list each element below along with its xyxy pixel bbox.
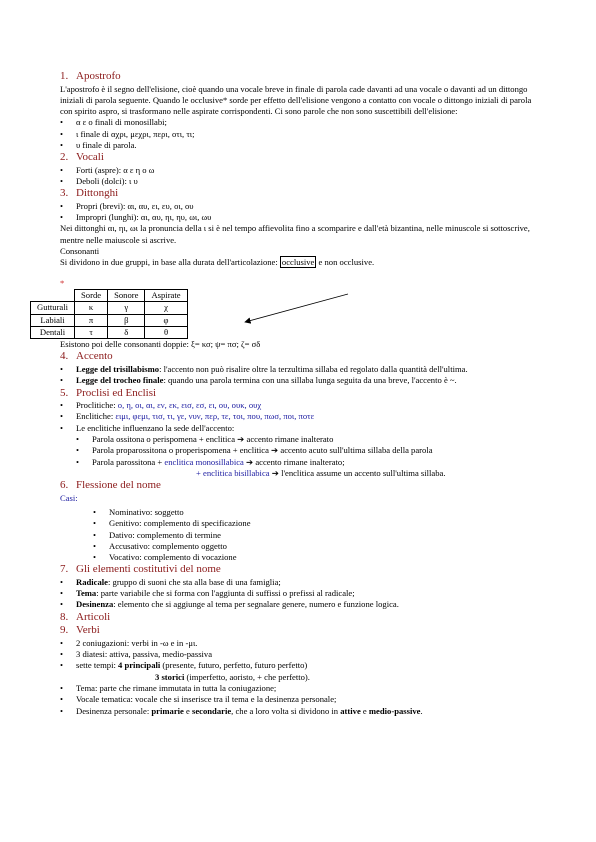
paragraph: + enclitica bisillabica ➔ l'enclitica assume un accento sull'ultima sillaba. xyxy=(196,467,446,478)
table-header: Sorde xyxy=(75,289,108,301)
section-heading-verbi: 9. Verbi xyxy=(60,624,100,637)
table-header-row xyxy=(31,289,188,301)
table-row xyxy=(31,326,188,338)
subheading-consonanti: Consonanti xyxy=(60,246,100,257)
section-heading-apostrofo: 1. Apostrofo xyxy=(60,70,121,82)
list-item: • 2 coniugazioni: verbi in -ω e in -μι. xyxy=(60,638,540,649)
bullet-list xyxy=(60,201,540,224)
paragraph: L'apostrofo è il segno dell'elisione, cioè quando una vocale breve in finale di parola cade davanti ad una vocale o davanti ad un dittongo iniziali di parola seguente. Quando le occlusive* sorde per effetto dell'elisione vengono a contatto con vocale o dittongo iniziali di parola con spirito aspro, si trasformano nelle aspirate corrispondenti. Ci sono parole che non sono suscettibili dell'elisione: xyxy=(60,83,532,117)
paragraph: 3 storici (imperfetto, aoristo, + che perfetto). xyxy=(155,671,310,682)
paragraph: Si dividono in due gruppi, in base alla durata dell'articolazione: occlusive e non occlusive. xyxy=(60,257,375,268)
table-cell: φ xyxy=(145,314,187,326)
list-item: • Desinenza: elemento che si aggiunge al tema per segnalare genere, numero e funzione logica. xyxy=(60,599,540,610)
section-heading-vocali: 2. Vocali xyxy=(60,151,104,164)
section-heading-accento: 4. Accento xyxy=(60,350,113,363)
footnote-star: * xyxy=(60,277,65,288)
table-cell: θ xyxy=(145,326,187,338)
bullet-list xyxy=(60,577,540,611)
table-row xyxy=(31,314,188,326)
paragraph: Esistono poi delle consonanti doppie: ξ= κσ; ψ= πσ; ζ= σδ xyxy=(60,339,261,350)
list-item: • Propri (brevi): αι, αυ, ει, ευ, οι, ου xyxy=(60,201,540,212)
bullet-list xyxy=(60,165,540,188)
list-item: • Impropri (lunghi): αι, αυ, ηι, ηυ, ωι, ωυ xyxy=(60,212,540,223)
table-cell: π xyxy=(75,314,108,326)
list-item: • Forti (aspre): α ε η ο ω xyxy=(60,165,540,176)
row-label: Gutturali xyxy=(31,302,75,314)
section-heading-elementi: 7. Gli elementi costitutivi del nome xyxy=(60,563,221,576)
sub-bullet-list xyxy=(60,434,540,468)
list-item: • Nominativo: soggetto xyxy=(93,507,540,518)
list-item: • Genitivo: complemento di specificazione xyxy=(93,518,540,529)
list-item: • Tema: parte variabile che si forma con l'aggiunta di suffissi o prefissi al radicale; xyxy=(60,588,540,599)
list-item: • Deboli (dolci): ι υ xyxy=(60,176,540,187)
bullet-list xyxy=(60,507,540,563)
list-item: • Legge del trisillabismo: l'accento non può risalire oltre la terzultima sillaba ed regolato dalla quantità dell'ultima. xyxy=(60,364,540,375)
table-cell: γ xyxy=(108,302,145,314)
section-heading-flessione: 6. Flessione del nome xyxy=(60,479,161,492)
list-item: • ι finale di αχρι, μεχρι, περι, οτι, τι; xyxy=(60,129,540,140)
table-cell: δ xyxy=(108,326,145,338)
list-item: • 3 diatesi: attiva, passiva, medio-passiva xyxy=(60,649,540,660)
list-item: • Le enclitiche influenzano la sede dell'accento: xyxy=(60,423,540,434)
bullet-list xyxy=(60,400,540,434)
list-item: • Vocale tematica: vocale che si inserisce tra il tema e la desinenza personale; xyxy=(60,694,540,705)
list-item: • Enclitiche: ειμι, φεμι, τισ, τι, γε, νυν, περ, τε, τοι, που, πωσ, ποι, ποτε xyxy=(60,411,540,422)
consonant-table xyxy=(30,289,188,339)
table-header: Sonore xyxy=(108,289,145,301)
list-item: • Legge del trocheo finale: quando una parola termina con una sillaba lunga seguita da una breve, l'accento è ~. xyxy=(60,375,540,386)
list-item: • υ finale di parola. xyxy=(60,140,540,151)
list-item: • Radicale: gruppo di suoni che sta alla base di una famiglia; xyxy=(60,577,540,588)
paragraph: Nei dittonghi αι, ηι, ωι la pronuncia della ι si è nel tempo affievolita fino a scomparire e dall'età bizantina, nelle minuscole si sottoscrive, mentre nelle maiuscole si ascrive. xyxy=(60,223,530,245)
bullet-list xyxy=(60,364,540,387)
list-item: • Dativo: complemento di termine xyxy=(93,530,540,541)
list-item: • Vocativo: complemento di vocazione xyxy=(93,552,540,563)
bullet-list xyxy=(60,117,540,151)
table-cell: κ xyxy=(75,302,108,314)
section-heading-dittonghi: 3. Dittonghi xyxy=(60,187,119,200)
list-item: • Desinenza personale: primarie e secondarie, che a loro volta si dividono in attive e medio-passive. xyxy=(60,706,540,717)
table-header: Aspirate xyxy=(145,289,187,301)
list-item: • Parola parossitona + enclitica monosillabica ➔ accento rimane inalterato; xyxy=(76,457,540,468)
list-item: • sette tempi: 4 principali (presente, futuro, perfetto, futuro perfetto) xyxy=(60,660,540,671)
row-label: Labiali xyxy=(31,314,75,326)
table-cell: τ xyxy=(75,326,108,338)
list-item: • Tema: parte che rimane immutata in tutta la coniugazione; xyxy=(60,683,540,694)
casi-label: Casi: xyxy=(60,492,78,503)
list-item: • Parola ossitona o perispomena + enclitica ➔ accento rimane inalterato xyxy=(76,434,540,445)
document xyxy=(37,70,540,717)
section-heading-articoli: 8. Articoli xyxy=(60,610,111,623)
list-item: • Proclitiche: ο, η, οι, αι, εν, εκ, εισ, εσ, ει, ου, ουκ, ουχ xyxy=(60,400,540,411)
bullet-list xyxy=(60,683,540,717)
bullet-list xyxy=(60,638,540,672)
section-heading-proclisi: 5. Proclisi ed Enclisi xyxy=(60,386,157,399)
list-item: • Parola proparossitona o properispomena + enclitica ➔ accento acuto sull'ultima sillaba della parola xyxy=(76,445,540,456)
table-row xyxy=(31,302,188,314)
list-item: • Accusativo: complemento oggetto xyxy=(93,541,540,552)
boxed-word-occlusive: occlusive xyxy=(281,257,315,268)
table-cell: β xyxy=(108,314,145,326)
row-label: Dentali xyxy=(31,326,75,338)
table-cell: χ xyxy=(145,302,187,314)
list-item: • α ε ο finali di monosillabi; xyxy=(60,117,540,128)
